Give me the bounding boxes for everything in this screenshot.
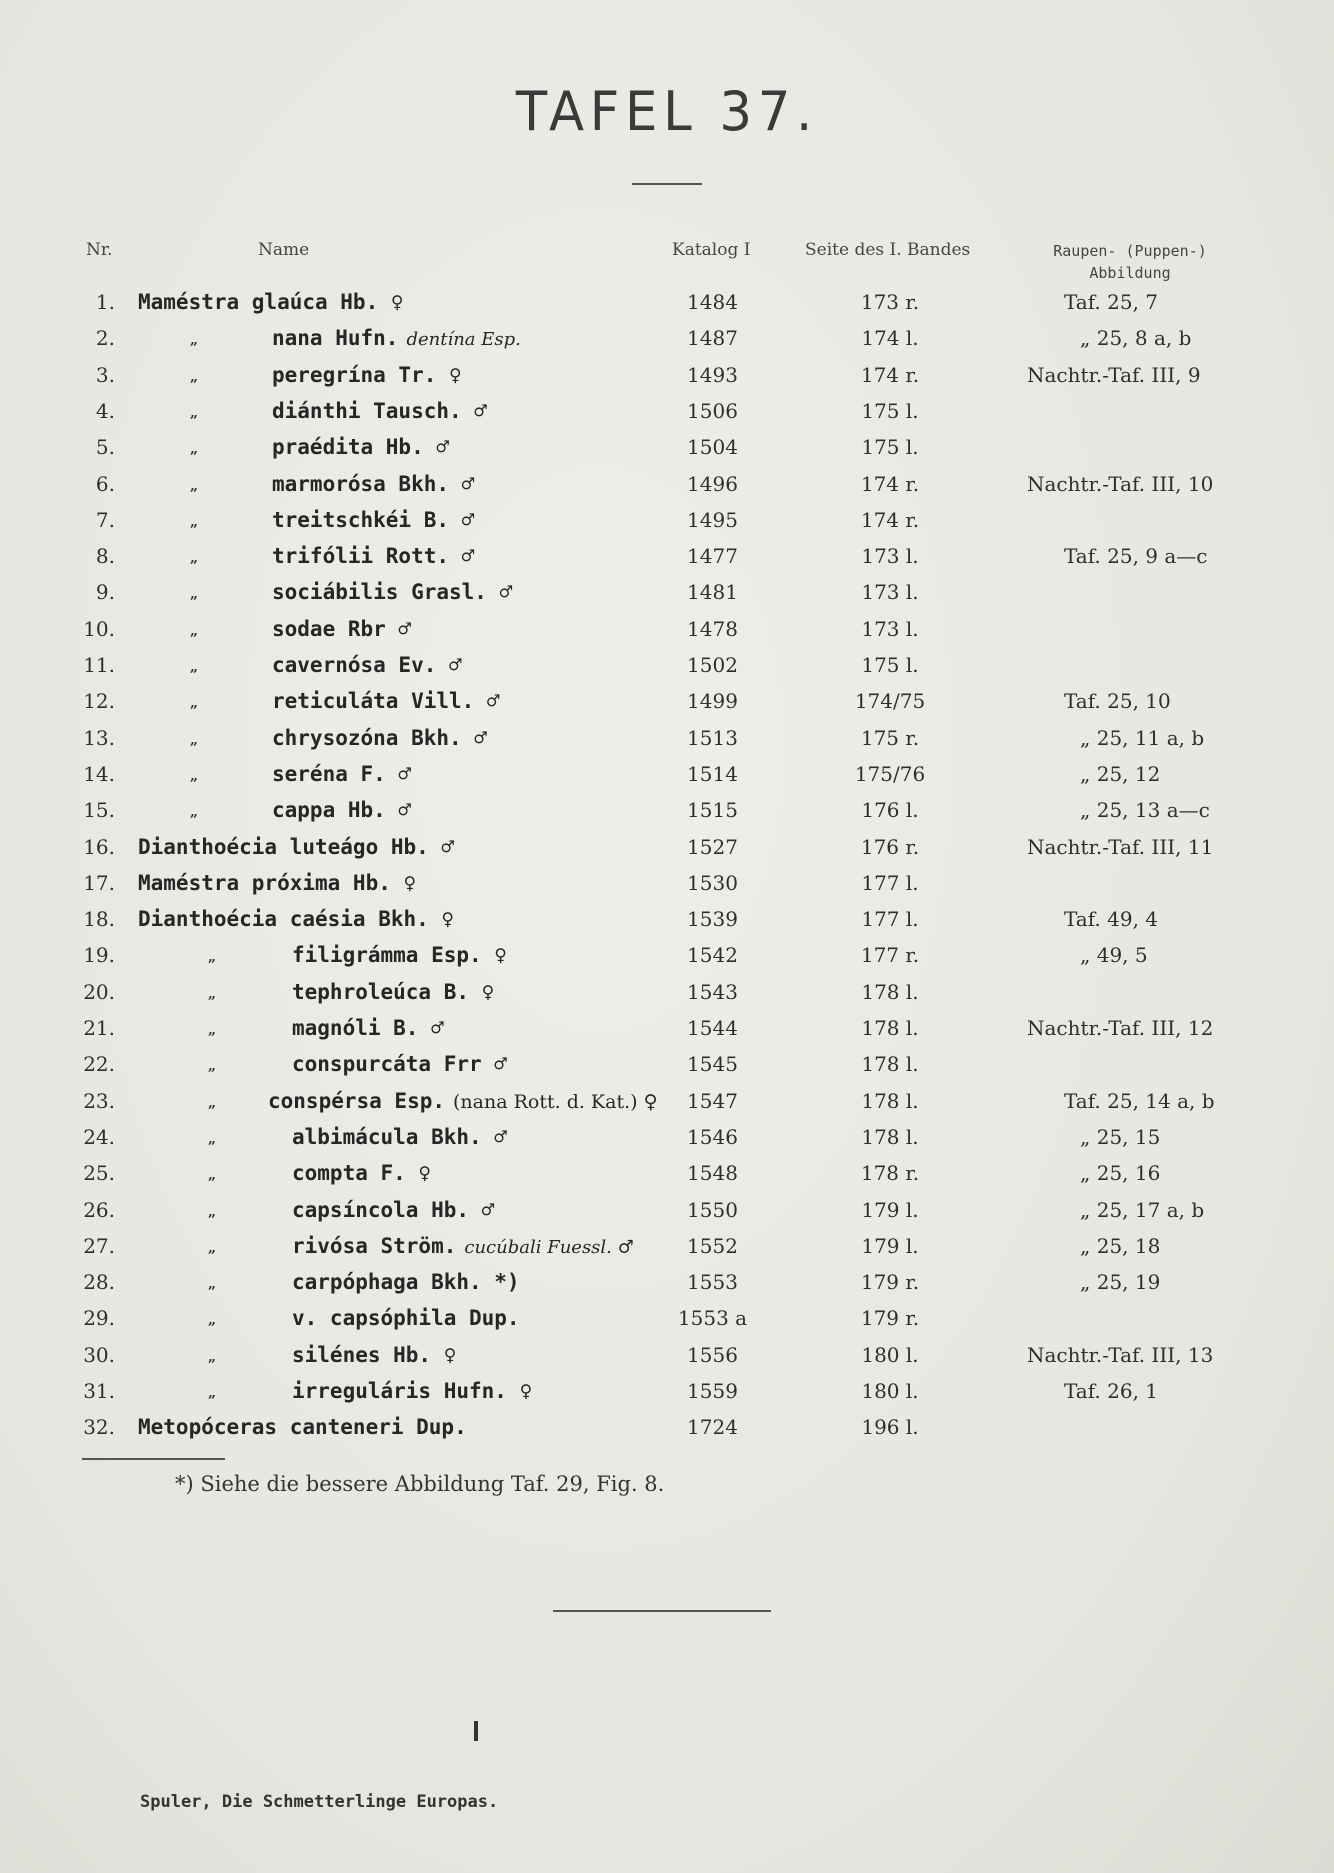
page-reference: 177 l. <box>861 870 919 895</box>
row-number: 1. <box>95 290 115 314</box>
species-name <box>272 689 500 713</box>
katalog-number: 1514 <box>687 761 738 786</box>
footnote-divider <box>82 1458 225 1460</box>
species-synonym: (nana Rott. d. Kat.) ♀ <box>453 1090 658 1113</box>
page-reference: 179 r. <box>860 1270 920 1295</box>
katalog-number: 1495 <box>687 507 738 532</box>
ditto-mark: „ <box>190 804 199 821</box>
katalog-number: 1502 <box>687 653 738 677</box>
katalog-number: 1477 <box>687 544 738 569</box>
species-synonym: dentína Esp. <box>406 329 521 351</box>
page-reference: 196 l. <box>861 1415 919 1440</box>
species-name <box>272 544 474 568</box>
ditto-mark: „ <box>208 1239 217 1256</box>
table-row <box>0 653 1334 689</box>
bottom-divider <box>553 1610 771 1612</box>
katalog-number: 1546 <box>687 1124 738 1149</box>
page-reference: 177 l. <box>861 907 919 932</box>
plate-title: TAFEL 37. <box>515 80 819 143</box>
page-reference: 174 r. <box>860 471 920 496</box>
ditto-mark: „ <box>208 1348 217 1365</box>
species-name <box>292 1016 444 1040</box>
page-reference: 179 l. <box>861 1233 919 1258</box>
table-row <box>0 762 1334 798</box>
katalog-number: 1515 <box>687 798 738 823</box>
row-number: 28. <box>83 1270 115 1295</box>
row-number: 10. <box>83 616 115 641</box>
species-name <box>138 835 454 859</box>
katalog-number: 1542 <box>687 943 738 968</box>
species-name-text: cappa Hb. ♂ <box>272 798 412 823</box>
katalog-number: 1559 <box>687 1379 738 1403</box>
table-row <box>0 399 1334 435</box>
katalog-number: 1513 <box>687 725 738 750</box>
ditto-mark: „ <box>208 985 217 1002</box>
katalog-number: 1552 <box>687 1233 738 1258</box>
page-reference: 180 l. <box>861 1342 919 1367</box>
table-row <box>0 726 1334 762</box>
page-reference: 178 r. <box>860 1161 920 1186</box>
species-name-text: irreguláris Hufn. ♀ <box>292 1379 533 1403</box>
page-reference: 174 r. <box>860 362 920 387</box>
header-raupen-line2: Abbildung <box>1089 264 1171 282</box>
row-number: 6. <box>95 471 115 496</box>
ditto-mark: „ <box>190 441 199 458</box>
table-row <box>0 1270 1334 1306</box>
species-name-text: cavernósa Ev. ♂ <box>272 653 462 677</box>
katalog-number: 1548 <box>687 1161 738 1186</box>
illustration-reference: „ 25, 19 <box>1080 1270 1161 1295</box>
species-name <box>272 435 449 459</box>
row-number: 5. <box>95 435 115 460</box>
publisher-line: Spuler, Die Schmetterlinge Europas. <box>140 1792 499 1812</box>
table-row <box>0 544 1334 580</box>
ditto-mark: „ <box>208 1312 217 1329</box>
species-name <box>272 508 474 532</box>
page-reference: 178 l. <box>861 1052 919 1077</box>
table-row <box>0 1198 1334 1234</box>
species-name-text: v. capsóphila Dup. <box>292 1306 520 1331</box>
species-name-text: filigrámma Esp. ♀ <box>292 943 507 968</box>
katalog-number: 1556 <box>687 1342 738 1367</box>
katalog-number: 1496 <box>687 471 738 496</box>
katalog-number: 1506 <box>687 398 738 423</box>
table-row <box>0 617 1334 653</box>
row-number: 19. <box>83 943 115 968</box>
species-name-text: marmorósa Bkh. ♂ <box>272 471 475 496</box>
species-name-text: capsíncola Hb. ♂ <box>292 1197 495 1222</box>
title-divider <box>632 183 702 185</box>
katalog-number: 1539 <box>687 907 738 932</box>
page-reference: 178 l. <box>861 979 919 1004</box>
table-row <box>0 1306 1334 1342</box>
species-name-text: albimácula Bkh. ♂ <box>292 1124 507 1149</box>
ditto-mark: „ <box>190 513 199 530</box>
table-row <box>0 1089 1334 1125</box>
row-number: 15. <box>83 798 115 823</box>
table-row <box>0 871 1334 907</box>
header-raupen-line1: Raupen- (Puppen-) <box>1053 242 1207 260</box>
row-number: 9. <box>95 580 115 605</box>
row-number: 18. <box>83 907 115 932</box>
species-name-text: reticuláta Vill. ♂ <box>272 689 500 714</box>
table-row <box>0 472 1334 508</box>
species-name-text: seréna F. ♂ <box>272 761 412 786</box>
ditto-mark: „ <box>190 695 199 712</box>
katalog-number: 1553 a <box>677 1306 748 1331</box>
header-nr: Nr. <box>86 240 113 260</box>
species-name <box>272 399 487 423</box>
page-reference: 173 l. <box>861 544 919 569</box>
header-name: Name <box>258 240 310 260</box>
species-name-text: chrysozóna Bkh. ♂ <box>272 725 487 750</box>
ditto-mark: „ <box>190 477 199 494</box>
species-name <box>272 617 411 641</box>
ditto-mark: „ <box>208 1276 217 1293</box>
illustration-reference: „ 25, 18 <box>1080 1233 1161 1258</box>
species-name <box>292 943 507 967</box>
species-name-text: praédita Hb. ♂ <box>272 435 450 460</box>
species-name-text: conspurcáta Frr ♂ <box>292 1052 507 1077</box>
illustration-reference: Nachtr.-Taf. III, 9 <box>1027 362 1201 387</box>
ditto-mark: „ <box>190 767 199 784</box>
katalog-number: 1543 <box>687 979 738 1004</box>
katalog-number: 1547 <box>687 1088 738 1113</box>
row-number: 24. <box>83 1124 115 1149</box>
illustration-reference: „ 25, 17 a, b <box>1080 1197 1205 1222</box>
table-row <box>0 290 1334 326</box>
illustration-reference: „ 49, 5 <box>1080 943 1148 968</box>
species-name <box>292 1379 532 1403</box>
species-name-text: compta F. ♀ <box>292 1161 432 1186</box>
table-row <box>0 1234 1334 1270</box>
row-number: 32. <box>83 1415 115 1440</box>
species-name <box>272 762 411 786</box>
katalog-number: 1499 <box>687 689 738 714</box>
species-name <box>272 653 462 677</box>
species-name <box>292 1270 520 1294</box>
page-reference: 177 r. <box>860 943 920 968</box>
row-number: 30. <box>83 1342 115 1367</box>
page-reference: 180 l. <box>861 1379 919 1403</box>
katalog-number: 1545 <box>687 1052 738 1077</box>
ditto-mark: „ <box>208 949 217 966</box>
page-reference: 173 l. <box>861 580 919 605</box>
species-name-text: peregrína Tr. ♀ <box>272 362 462 387</box>
ditto-mark: „ <box>190 368 199 385</box>
row-number: 4. <box>95 398 115 423</box>
species-name <box>138 907 454 931</box>
row-number: 21. <box>83 1016 115 1040</box>
species-name-text: magnóli B. ♂ <box>292 1016 444 1040</box>
row-number: 17. <box>83 870 115 895</box>
illustration-reference: „ 25, 12 <box>1080 761 1161 786</box>
illustration-reference: Taf. 26, 1 <box>1064 1379 1159 1403</box>
species-name <box>138 290 404 314</box>
table-row <box>0 508 1334 544</box>
species-name-text: sociábilis Grasl. ♂ <box>272 580 513 605</box>
illustration-reference: Taf. 25, 9 a—c <box>1064 544 1208 569</box>
footnote: *) Siehe die bessere Abbildung Taf. 29, Fig. 8. <box>175 1472 665 1496</box>
page-reference: 179 l. <box>861 1197 919 1222</box>
illustration-reference: Taf. 25, 10 <box>1064 689 1171 714</box>
species-name-text: tephroleúca B. ♀ <box>292 979 495 1004</box>
page-reference: 175 r. <box>860 725 920 750</box>
species-name <box>292 980 494 1004</box>
species-name <box>272 326 521 350</box>
table-row <box>0 943 1334 979</box>
table-row <box>0 798 1334 834</box>
row-number: 3. <box>95 362 115 387</box>
species-name <box>292 1306 520 1330</box>
ditto-mark: „ <box>190 586 199 603</box>
ditto-mark: „ <box>190 550 199 567</box>
katalog-number: 1487 <box>687 326 738 351</box>
header-raupen <box>1030 240 1230 284</box>
species-name-text: conspérsa Esp. <box>268 1088 446 1113</box>
row-number: 20. <box>83 979 115 1004</box>
katalog-number: 1493 <box>687 362 738 387</box>
species-name-text: Dianthoécia caésia Bkh. ♀ <box>138 907 455 932</box>
table-row <box>0 435 1334 471</box>
row-number: 12. <box>83 689 115 714</box>
row-number: 22. <box>83 1052 115 1077</box>
katalog-number: 1478 <box>687 616 738 641</box>
row-number: 29. <box>83 1306 115 1331</box>
species-name <box>272 363 462 387</box>
table-row <box>0 1415 1334 1451</box>
row-number: 8. <box>95 544 115 569</box>
table-row <box>0 689 1334 725</box>
species-name <box>272 472 474 496</box>
illustration-reference: „ 25, 8 a, b <box>1080 326 1192 351</box>
species-name <box>268 1089 657 1113</box>
species-name-text: rivósa Ström. <box>292 1233 457 1258</box>
species-name-text: treitschkéi B. ♂ <box>272 507 475 532</box>
illustration-reference: Nachtr.-Taf. III, 13 <box>1027 1342 1214 1367</box>
illustration-reference: Nachtr.-Taf. III, 11 <box>1027 834 1214 859</box>
species-name-text: Metopóceras canteneri Dup. <box>138 1415 467 1440</box>
table-row <box>0 907 1334 943</box>
katalog-number: 1481 <box>687 580 738 605</box>
page-reference: 175 l. <box>861 398 919 423</box>
katalog-number: 1527 <box>687 834 738 859</box>
species-name-text: carpóphaga Bkh. *) <box>292 1270 520 1295</box>
species-name <box>138 1415 467 1439</box>
row-number: 16. <box>83 834 115 859</box>
katalog-number: 1530 <box>687 870 738 895</box>
species-name-text: Dianthoécia luteágo Hb. ♂ <box>138 834 455 859</box>
table-row <box>0 1379 1334 1415</box>
ditto-mark: „ <box>190 659 199 675</box>
ditto-mark: „ <box>190 622 199 639</box>
page-reference: 176 r. <box>860 834 920 859</box>
table-row <box>0 980 1334 1016</box>
table-row <box>0 1125 1334 1161</box>
row-number: 23. <box>83 1088 115 1113</box>
species-name <box>292 1125 507 1149</box>
katalog-number: 1553 <box>687 1270 738 1295</box>
page-reference: 174/75 <box>854 689 926 714</box>
table-row <box>0 580 1334 616</box>
illustration-reference: Taf. 49, 4 <box>1064 907 1159 932</box>
page-reference: 175 l. <box>861 653 919 677</box>
species-name-text: trifólii Rott. ♂ <box>272 544 475 569</box>
page-reference: 176 l. <box>861 798 919 823</box>
illustration-reference: „ 25, 16 <box>1080 1161 1161 1186</box>
row-number: 27. <box>83 1233 115 1258</box>
illustration-reference: „ 25, 13 a—c <box>1080 798 1210 823</box>
row-number: 13. <box>83 725 115 750</box>
species-name <box>292 1052 507 1076</box>
illustration-reference: Taf. 25, 14 a, b <box>1064 1088 1215 1113</box>
page-reference: 175/76 <box>854 761 926 786</box>
illustration-reference: Nachtr.-Taf. III, 12 <box>1027 1016 1214 1040</box>
ditto-mark: „ <box>208 1203 217 1220</box>
species-name-text: silénes Hb. ♀ <box>292 1342 457 1367</box>
species-name-text: nana Hufn. <box>272 326 399 351</box>
ditto-mark: „ <box>208 1130 217 1147</box>
ditto-mark: „ <box>208 1094 217 1111</box>
page-reference: 174 l. <box>861 326 919 351</box>
katalog-number: 1544 <box>687 1016 738 1040</box>
header-seite: Seite des I. Bandes <box>805 240 971 260</box>
ditto-mark: „ <box>208 1058 217 1075</box>
page-reference: 179 r. <box>860 1306 920 1331</box>
illustration-reference: Taf. 25, 7 <box>1064 290 1159 314</box>
katalog-number: 1724 <box>687 1415 738 1440</box>
species-name <box>292 1234 634 1258</box>
row-number: 25. <box>83 1161 115 1186</box>
illustration-reference: „ 25, 11 a, b <box>1080 725 1205 750</box>
species-name <box>292 1161 431 1185</box>
ditto-mark: „ <box>208 1385 217 1401</box>
species-name-text: Maméstra próxima Hb. ♀ <box>138 870 417 895</box>
katalog-number: 1504 <box>687 435 738 460</box>
page-reference: 178 l. <box>861 1088 919 1113</box>
page-reference: 173 r. <box>860 290 920 314</box>
species-name <box>272 726 487 750</box>
table-row <box>0 1161 1334 1197</box>
row-number: 2. <box>95 326 115 351</box>
illustration-reference: „ 25, 15 <box>1080 1124 1161 1149</box>
species-name-text: sodae Rbr ♂ <box>272 616 412 641</box>
ditto-mark: „ <box>208 1167 217 1184</box>
species-name <box>292 1343 456 1367</box>
row-number: 7. <box>95 507 115 532</box>
ditto-mark: „ <box>190 731 199 748</box>
katalog-number: 1550 <box>687 1197 738 1222</box>
katalog-number: 1484 <box>687 290 738 314</box>
illustration-reference: Nachtr.-Taf. III, 10 <box>1027 471 1214 496</box>
table-row <box>0 326 1334 362</box>
species-synonym: cucúbali Fuessl. ♂ <box>464 1236 634 1258</box>
page-reference: 174 r. <box>860 507 920 532</box>
ditto-mark: „ <box>190 404 199 421</box>
ditto-mark: „ <box>208 1022 217 1038</box>
species-name <box>272 580 512 604</box>
table-row <box>0 1016 1334 1052</box>
row-number: 26. <box>83 1197 115 1222</box>
ditto-mark: „ <box>190 332 199 349</box>
species-name-text: diánthi Tausch. ♂ <box>272 398 487 423</box>
row-number: 14. <box>83 761 115 786</box>
row-number: 11. <box>83 653 115 677</box>
species-name <box>138 871 416 895</box>
page-reference: 178 l. <box>861 1016 919 1040</box>
row-number: 31. <box>83 1379 115 1403</box>
species-name <box>292 1198 494 1222</box>
page-reference: 175 l. <box>861 435 919 460</box>
table-row <box>0 363 1334 399</box>
header-katalog: Katalog I <box>672 240 751 260</box>
species-name <box>272 798 411 822</box>
table-row <box>0 1343 1334 1379</box>
page-reference: 173 l. <box>861 616 919 641</box>
page-reference: 178 l. <box>861 1124 919 1149</box>
table-row <box>0 1052 1334 1088</box>
table-row <box>0 835 1334 871</box>
printer-mark <box>474 1721 478 1741</box>
species-name-text: Maméstra glaúca Hb. ♀ <box>138 290 404 314</box>
